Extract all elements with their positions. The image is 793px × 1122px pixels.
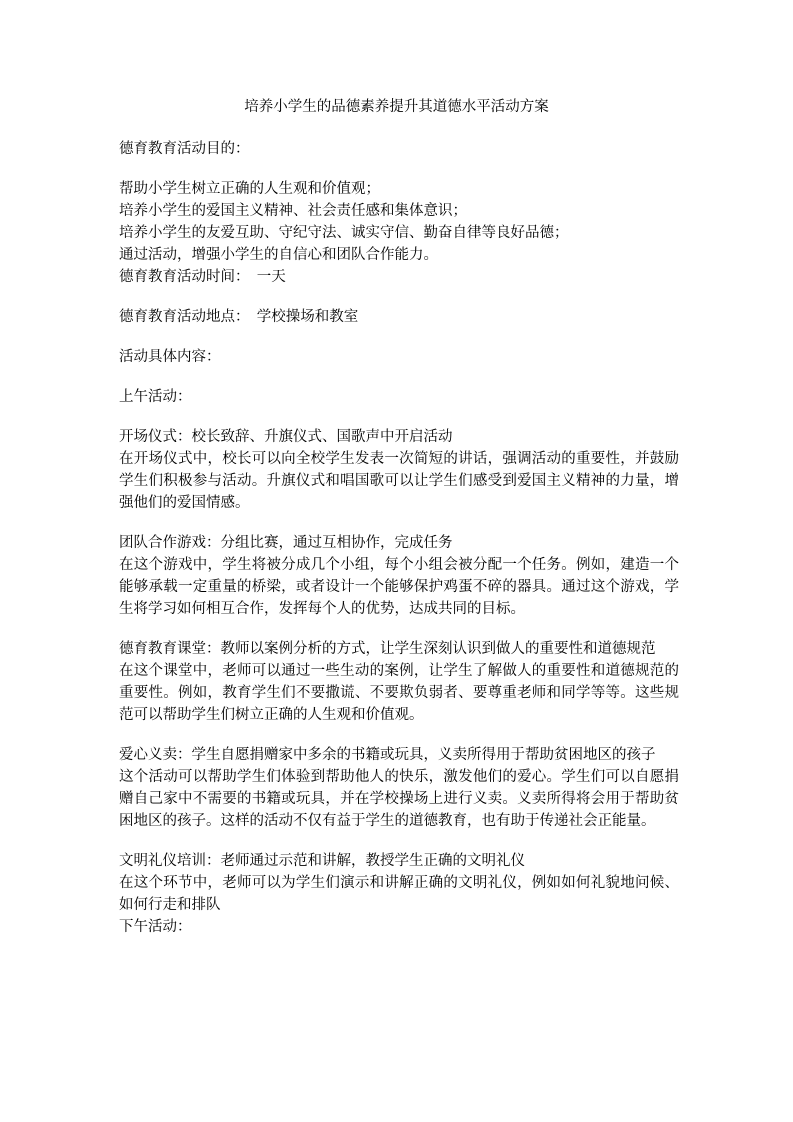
content-heading: 活动具体内容： bbox=[119, 349, 221, 365]
activity-place: 德育教育活动地点： 学校操场和教室 bbox=[119, 309, 359, 325]
goal-item: 帮助小学生树立正确的人生观和价值观； bbox=[119, 181, 380, 197]
section-body: 这个活动可以帮助学生们体验到帮助他人的快乐，激发他们的爱心。学生们可以自愿捐赠自己家中不需要的书籍或玩具，并在学校操场上进行义卖。义卖所得将会用于帮助贫困地区的孩子。这样的活动不仅有益于学生的道德教育，也有助于传递社会正能量。 bbox=[119, 769, 679, 829]
section-heading: 爱心义卖：学生自愿捐赠家中多余的书籍或玩具，义卖所得用于帮助贫困地区的孩子 bbox=[119, 747, 656, 763]
section-body: 在这个环节中，老师可以为学生们演示和讲解正确的文明礼仪，例如如何礼貌地问候、如何行走和排队 bbox=[119, 875, 679, 913]
spacer bbox=[119, 160, 679, 178]
section-heading: 开场仪式：校长致辞、升旗仪式、国歌声中开启活动 bbox=[119, 429, 453, 445]
document-title: 培养小学生的品德素养提升其道德水平活动方案 bbox=[244, 99, 549, 115]
section-heading: 团队合作游戏：分组比赛，通过互相协作，完成任务 bbox=[119, 535, 453, 551]
spacer bbox=[119, 514, 679, 532]
spacer bbox=[119, 288, 679, 306]
section-heading: 文明礼仪培训：老师通过示范和讲解，教授学生正确的文明礼仪 bbox=[119, 853, 525, 869]
goal-item: 培养小学生的爱国主义精神、社会责任感和集体意识； bbox=[119, 203, 467, 219]
goal-item: 通过活动，增强小学生的自信心和团队合作能力。 bbox=[119, 247, 438, 263]
section-body: 在这个游戏中，学生将被分成几个小组，每个小组会被分配一个任务。例如，建造一个能够承载一定重量的桥梁，或者设计一个能够保护鸡蛋不碎的器具。通过这个游戏，学生将学习如何相互合作，发挥每个人的优势，达成共同的目标。 bbox=[119, 557, 679, 617]
section-body: 在开场仪式中，校长可以向全校学生发表一次简短的讲话，强调活动的重要性，并鼓励学生们积极参与活动。升旗仪式和唱国歌可以让学生们感受到爱国主义精神的力量，增强他们的爱国情感。 bbox=[119, 451, 679, 511]
morning-heading: 上午活动： bbox=[119, 389, 192, 405]
goal-item: 培养小学生的友爱互助、守纪守法、诚实守信、勤奋自律等良好品德； bbox=[119, 225, 569, 241]
spacer bbox=[119, 620, 679, 638]
section-body: 在这个课堂中，老师可以通过一些生动的案例，让学生了解做人的重要性和道德规范的重要性。例如，教育学生们不要撒谎、不要欺负弱者、要尊重老师和同学等等。这些规范可以帮助学生们树立正确的人生观和价值观。 bbox=[119, 663, 679, 723]
spacer bbox=[119, 368, 679, 386]
section-heading: 德育教育课堂：教师以案例分析的方式，让学生深刻认识到做人的重要性和道德规范 bbox=[119, 641, 656, 657]
spacer bbox=[119, 832, 679, 850]
afternoon-heading: 下午活动： bbox=[119, 919, 192, 935]
spacer bbox=[119, 408, 679, 426]
document-body bbox=[119, 138, 679, 938]
spacer bbox=[119, 328, 679, 346]
spacer bbox=[119, 726, 679, 744]
activity-time: 德育教育活动时间： 一天 bbox=[119, 269, 286, 285]
goal-heading: 德育教育活动目的： bbox=[119, 141, 250, 157]
